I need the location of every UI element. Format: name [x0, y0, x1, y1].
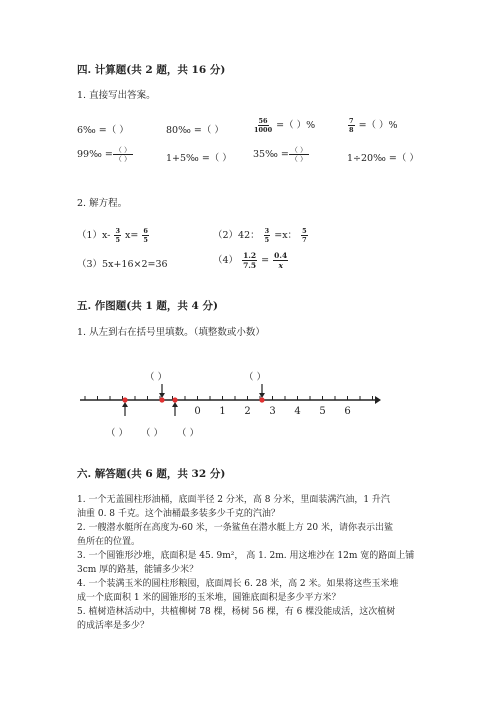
- fraction: $\frac{1.2}{7.5}$: [243, 251, 257, 270]
- answer-line-8: 成一个底面积 1 米的圆锥形的玉米堆，圆锥底面积是多少平方米？: [77, 593, 341, 603]
- equation-1: （1）x- $\frac{3}{5}$ x= $\frac{6}{5}$: [77, 227, 148, 244]
- answer-line-2: 油重 0. 8 千克。这个油桶最多装多少千克的汽油？: [77, 509, 280, 519]
- tick-label: 0: [194, 406, 201, 417]
- calc-item-5: 99‰ = $\frac{( )}{( )}$: [77, 146, 132, 163]
- calc-item-1: 6‰ =（ ）: [77, 125, 129, 136]
- up-arrow-1-head: [122, 402, 128, 407]
- number-line: [75, 380, 385, 426]
- question-1-prompt: 1. 直接写出答案。: [77, 90, 156, 101]
- question-1-prompt: 1. 从左到右在括号里填数。（填整数或小数）: [77, 327, 265, 338]
- section-6-title: 六. 解答题(共 6 题，共 32 分): [77, 468, 226, 480]
- point-marker: [159, 397, 164, 402]
- bottom-blank-2: （ ）: [141, 428, 164, 439]
- fraction: $\frac{6}{5}$: [143, 227, 148, 244]
- fraction: $\frac{0.4}{x}$: [274, 251, 288, 270]
- answer-line-10: 的成活率是多少？: [77, 621, 150, 631]
- axis-arrowhead: [375, 396, 381, 404]
- calc-item-7: 35‰ = $\frac{( )}{( )}$: [253, 146, 308, 163]
- question-2-prompt: 2. 解方程。: [77, 198, 128, 209]
- calc-item-6: 1+5‰ =（ ）: [166, 153, 232, 164]
- answer-line-4: 鱼所在的位置。: [77, 537, 141, 547]
- tick-labels: [194, 406, 350, 417]
- bottom-blank-3: （ ）: [177, 428, 200, 439]
- section-4-title: 四. 计算题(共 2 题，共 16 分): [77, 64, 226, 76]
- tick-label: 6: [344, 406, 351, 417]
- calc-item-3: $\frac{56}{1000}$ =（ ）%: [254, 117, 316, 134]
- fraction: $\frac{7}{8}$: [349, 117, 354, 134]
- answer-line-3: 2. 一艘潜水艇所在高度为-60 米，一条鲨鱼在潜水艇上方 20 米，请你表示出鲨: [77, 523, 393, 533]
- point-marker: [172, 397, 177, 402]
- equation-4: （4） $\frac{1.2}{7.5}$ = $\frac{0.4}{x}$: [213, 251, 288, 270]
- equation-2: （2）42： $\frac{3}{5}$ =x： $\frac{5}{7}$: [213, 227, 307, 244]
- answer-line-9: 5. 植树造林活动中，共植柳树 78 棵，杨树 56 棵，有 6 棵没能成活，这次植树: [77, 607, 396, 617]
- tick-label: 3: [269, 406, 276, 417]
- point-marker: [122, 397, 127, 402]
- tick-label: 2: [244, 406, 251, 417]
- tick-label: 5: [319, 406, 326, 417]
- calc-item-2: 80‰ =（ ）: [166, 125, 224, 136]
- equation-3: （3）5x+16×2=36: [77, 259, 168, 270]
- answer-line-1: 1. 一个无盖圆柱形油桶，底面半径 2 分米，高 8 分米，里面装满汽油，1 升汽: [77, 495, 390, 505]
- tick-label: 1: [219, 406, 226, 417]
- tick-label: 4: [294, 406, 301, 417]
- answer-line-5: 3. 一个圆锥形沙堆，底面积是 45. 9m²， 高 1. 2m. 用这堆沙在 12m 宽的路面上铺: [77, 551, 415, 561]
- calc-item-8: 1÷20‰ =（ ）: [347, 153, 419, 164]
- top-blank-2: （ ）: [244, 372, 267, 383]
- calc-item-4: $\frac{7}{8}$ =（ ）%: [349, 117, 398, 134]
- bottom-blank-1: （ ）: [106, 428, 129, 439]
- answer-line-6: 3cm 厚的路基，能铺多少米？: [77, 565, 199, 575]
- fraction: $\frac{3}{5}$: [115, 227, 121, 244]
- section-5-title: 五. 作图题(共 1 题，共 4 分): [77, 300, 218, 312]
- up-arrow-2-head: [172, 402, 178, 407]
- fraction: $\frac{56}{1000}$: [254, 117, 273, 134]
- blank-fraction: $\frac{( )}{( )}$: [114, 146, 132, 163]
- top-blank-1: （ ）: [145, 372, 168, 383]
- answer-line-7: 4. 一个装满玉米的圆柱形粮囤，底面周长 6. 28 米，高 2 米。如果将这些玉米堆: [77, 579, 399, 589]
- point-marker: [259, 397, 264, 402]
- fraction: $\frac{5}{7}$: [302, 227, 307, 244]
- fraction: $\frac{3}{5}$: [264, 227, 270, 244]
- blank-fraction: $\frac{( )}{( )}$: [290, 146, 308, 163]
